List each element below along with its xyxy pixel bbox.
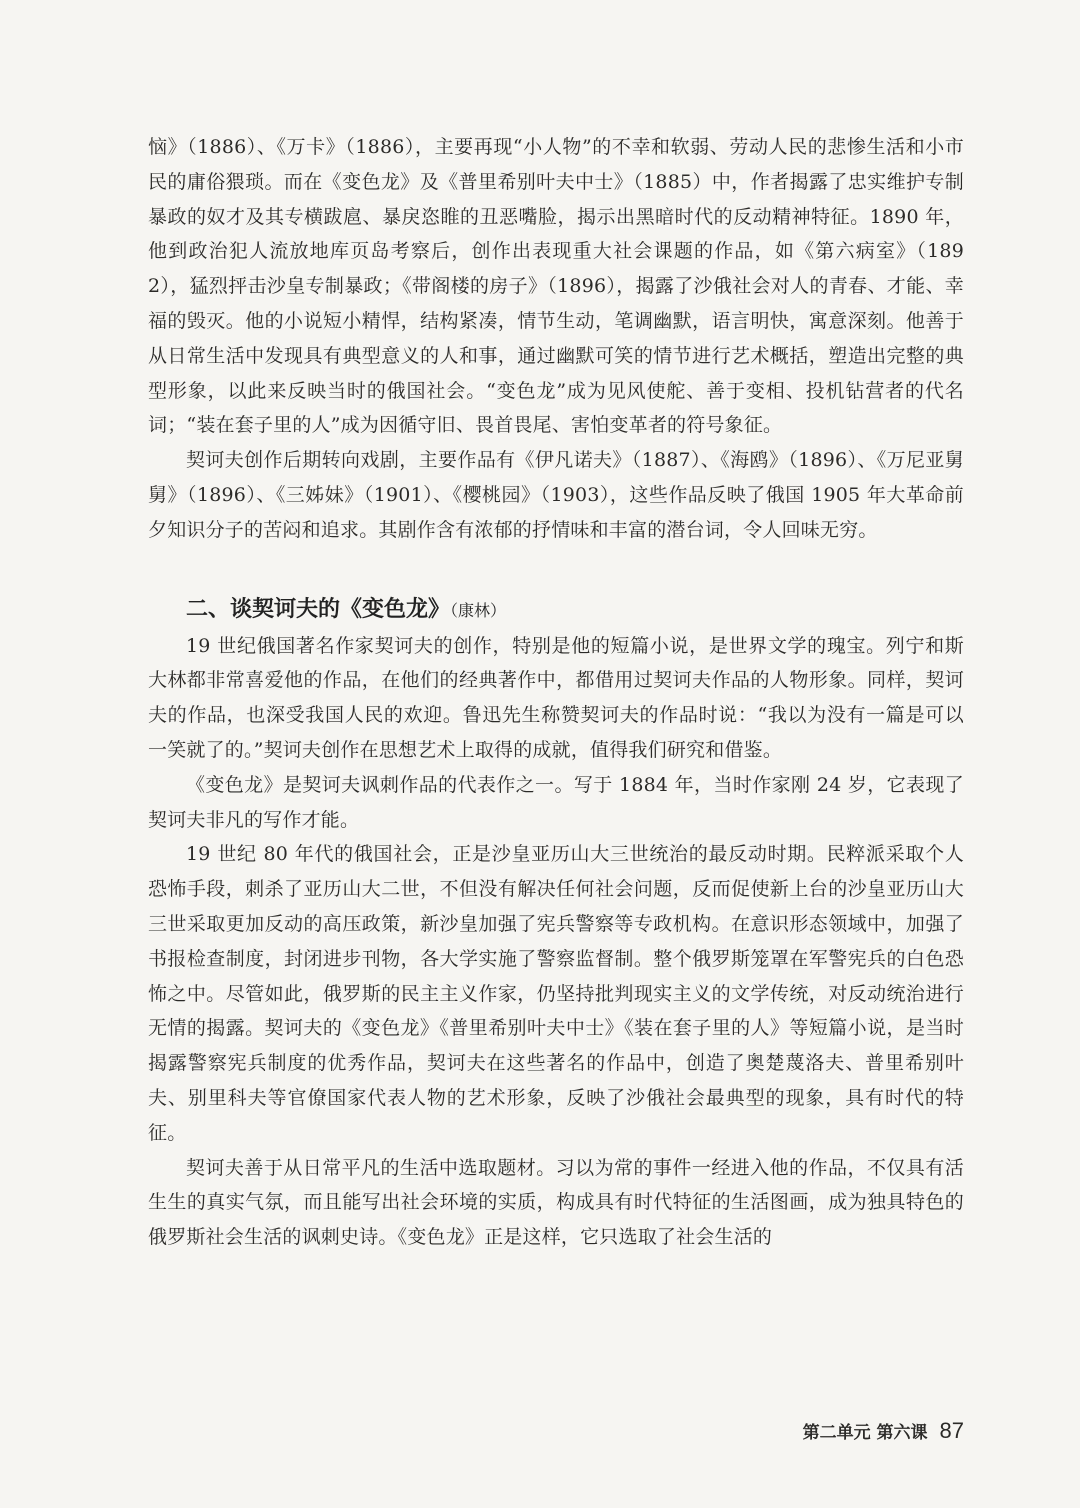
page-number: 87 [939, 1418, 964, 1443]
paragraph-history: 19 世纪 80 年代的俄国社会，正是沙皇亚历山大三世统治的最反动时期。民粹派采取个人恐怖手段，刺杀了亚历山大二世，不但没有解决任何社会问题，反而促使新上台的沙皇亚历山大三世采取更加反动的高压政策，新沙皇加强了宪兵警察等专政机构。在意识形态领域中，加强了书报检查制度，封闭进步刊物，各大学实施了警察监督制。整个俄罗斯笼罩在军警宪兵的白色恐怖之中。尽管如此，俄罗斯的民主主义作家，仍坚持批判现实主义的文学传统，对反动统治进行无情的揭露。契诃夫的《变色龙》《普里希别叶夫中士》《装在套子里的人》等短篇小说，是当时揭露警察宪兵制度的优秀作品，契诃夫在这些著名的作品中，创造了奥楚蔑洛夫、普里希别叶夫、别里科夫等官僚国家代表人物的艺术形象，反映了沙俄社会最典型的现象，具有时代的特征。 [148, 843, 964, 1144]
paragraph-intro: 19 世纪俄国著名作家契诃夫的创作，特别是他的短篇小说，是世界文学的瑰宝。列宁和斯大林都非常喜爱他的作品，在他们的经典著作中，都借用过契诃夫作品的人物形象。同样，契诃夫的作品，也深受我国人民的欢迎。鲁迅先生称赞契诃夫的作品时说：“我以为没有一篇是可以一笑就了的。”契诃夫创作在思想艺术上取得的成就，值得我们研究和借鉴。 [148, 634, 964, 761]
section-heading-author: （康林） [450, 600, 507, 620]
paragraph-chameleon: 《变色龙》是契诃夫讽刺作品的代表作之一。写于 1884 年，当时作家刚 24 岁，它表现了契诃夫非凡的写作才能。 [148, 773, 964, 831]
paragraph-themes: 契诃夫善于从日常平凡的生活中选取题材。习以为常的事件一经进入他的作品，不仅具有活生生的真实气氛，而且能写出社会环境的实质，构成具有时代特征的生活图画，成为独具特色的俄罗斯社会生活的讽刺史诗。《变色龙》正是这样，它只选取了社会生活的 [148, 1156, 964, 1249]
section-heading-title: 二、谈契诃夫的《变色龙》 [186, 596, 451, 622]
paragraph-continued: 恼》（1886）、《万卡》（1886），主要再现“小人物”的不幸和软弱、劳动人民的悲惨生活和小市民的庸俗猥琐。而在《变色龙》及《普里希别叶夫中士》（1885）中，作者揭露了忠实维护专制暴政的奴才及其专横跋扈、暴戾恣睢的丑恶嘴脸，揭示出黑暗时代的反动精神特征。1890 年，他到政治犯人流放地库页岛考察后，创作出表现重大社会课题的作品，如《第六病室》（1892），猛烈抨击沙皇专制暴政；《带阁楼的房子》（1896），揭露了沙俄社会对人的青春、才能、幸福的毁灭。他的小说短小精悍，结构紧凑，情节生动，笔调幽默，语言明快，寓意深刻。他善于从日常生活中发现具有典型意义的人和事，通过幽默可笑的情节进行艺术概括，塑造出完整的典型形象，以此来反映当时的俄国社会。“变色龙”成为见风使舵、善于变相、投机钻营者的代名词；“装在套子里的人”成为因循守旧、畏首畏尾、害怕变革者的符号象征。 [148, 136, 964, 437]
unit-lesson-label: 第二单元 第六课 [802, 1423, 928, 1443]
page-footer [803, 1418, 964, 1444]
paragraph-drama: 契诃夫创作后期转向戏剧，主要作品有《伊凡诺夫》（1887）、《海鸥》（1896）、《万尼亚舅舅》（1896）、《三姊妹》（1901）、《樱桃园》（1903），这些作品反映了俄国 1905 年大革命前夕知识分子的苦闷和追求。其剧作含有浓郁的抒情味和丰富的潜台词，令人回味无穷。 [148, 449, 964, 541]
page-body [148, 130, 964, 1255]
section-heading [148, 592, 964, 629]
